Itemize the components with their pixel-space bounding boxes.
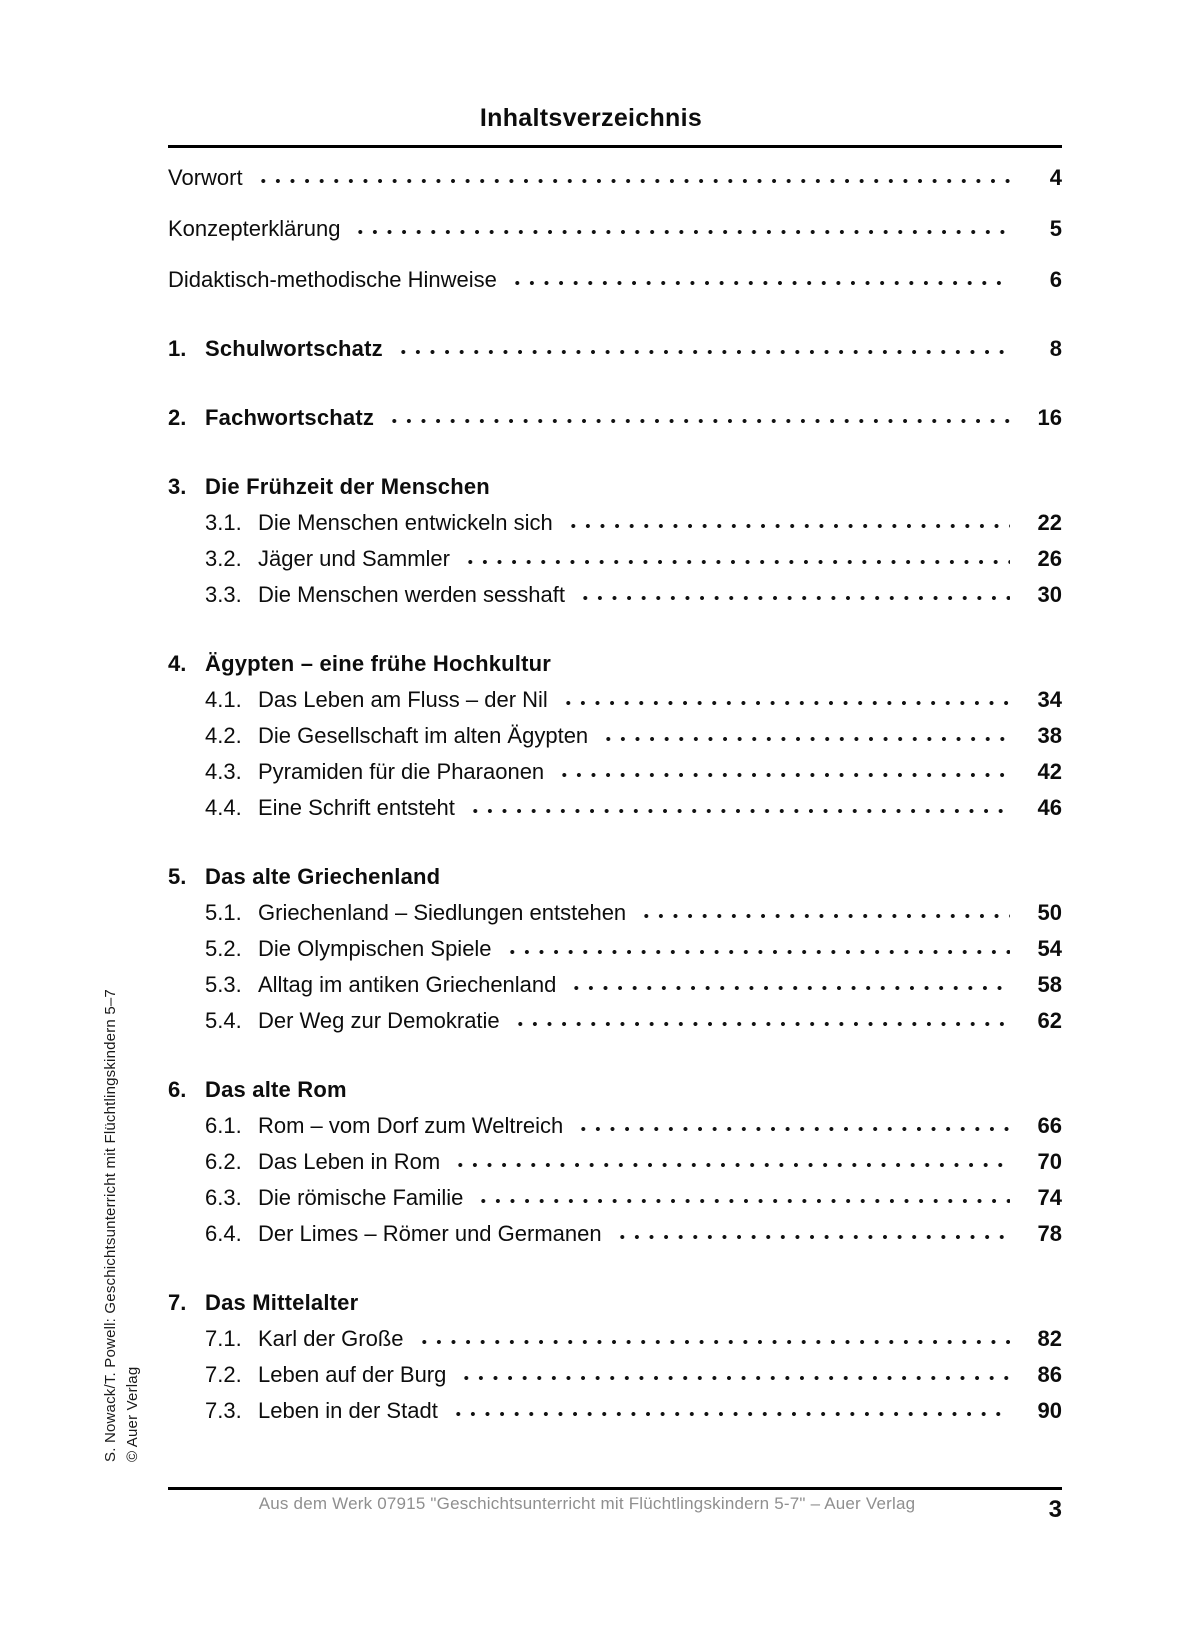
toc-section-page: 34: [1037, 687, 1062, 712]
toc-entry: [168, 160, 1062, 196]
toc-section-number: 6.4.: [205, 1221, 242, 1246]
toc-section-title: Die römische Familie: [258, 1185, 464, 1210]
toc-chapter-page: 8: [1049, 336, 1062, 361]
toc-section-number: 3.2.: [205, 546, 242, 571]
toc-section: [168, 505, 1062, 541]
toc-section-title: Eine Schrift entsteht: [258, 795, 455, 820]
toc-section-page: 90: [1037, 1398, 1062, 1423]
toc-chapter: [168, 1285, 1062, 1321]
toc-section-page: 38: [1037, 723, 1062, 748]
toc-section-number: 6.2.: [205, 1149, 242, 1174]
toc-section-title: Alltag im antiken Griechenland: [258, 972, 557, 997]
toc-chapter: [168, 469, 1062, 505]
toc-section-page: 42: [1037, 759, 1062, 784]
dot-leader: [500, 931, 1010, 967]
toc-section-page: 54: [1037, 936, 1062, 961]
toc-section-title: Leben auf der Burg: [258, 1362, 447, 1387]
toc-section-title: Karl der Große: [258, 1326, 404, 1351]
toc-section: [168, 895, 1062, 931]
toc-entry: [168, 262, 1062, 298]
toc-section-title: Griechenland – Siedlungen entstehen: [258, 900, 627, 925]
toc-section: [168, 1216, 1062, 1252]
toc-section-page: 78: [1037, 1221, 1062, 1246]
toc-entry-page: 4: [1049, 165, 1062, 190]
toc-chapter-number: 1.: [168, 336, 187, 361]
toc-section: [168, 1144, 1062, 1180]
table-of-contents: [168, 148, 1062, 1429]
toc-chapter: [168, 646, 1062, 682]
dot-leader: [446, 1393, 1010, 1429]
toc-section-title: Die Gesellschaft im alten Ägypten: [258, 723, 589, 748]
toc-chapter-title: Fachwortschatz: [205, 405, 375, 430]
toc-section-page: 66: [1037, 1113, 1062, 1138]
toc-section-number: 4.2.: [205, 723, 242, 748]
toc-section: [168, 1393, 1062, 1429]
toc-section-page: 26: [1037, 546, 1062, 571]
toc-section-title: Das Leben am Fluss – der Nil: [258, 687, 548, 712]
dot-leader: [505, 262, 1010, 298]
toc-section: [168, 1180, 1062, 1216]
dot-leader: [564, 967, 1010, 1003]
toc-section-number: 3.3.: [205, 582, 242, 607]
toc-section: [168, 1357, 1062, 1393]
footer-divider-rule: [168, 1487, 1062, 1490]
toc-section-title: Der Weg zur Demokratie: [258, 1008, 500, 1033]
toc-section-number: 7.3.: [205, 1398, 242, 1423]
toc-section-page: 82: [1037, 1326, 1062, 1351]
sidebar-credit-authors: S. Nowack/T. Powell: Geschichtsunterricht mit Flüchtlingskindern 5–7: [102, 989, 119, 1462]
toc-entry-page: 5: [1049, 216, 1062, 241]
footer-credit: Aus dem Werk 07915 "Geschichtsunterricht mit Flüchtlingskindern 5-7" – Auer Verlag: [258, 1494, 916, 1513]
toc-section-number: 4.4.: [205, 795, 242, 820]
toc-section-number: 4.1.: [205, 687, 242, 712]
toc-section-page: 74: [1037, 1185, 1062, 1210]
dot-leader: [391, 331, 1010, 367]
dot-leader: [458, 541, 1010, 577]
toc-chapter-title: Das alte Griechenland: [205, 864, 441, 889]
toc-chapter-page: 16: [1037, 405, 1062, 430]
toc-chapter-title: Das Mittelalter: [205, 1290, 359, 1315]
toc-section-title: Die Menschen werden sesshaft: [258, 582, 565, 607]
toc-section: [168, 718, 1062, 754]
toc-section-page: 58: [1037, 972, 1062, 997]
dot-leader: [448, 1144, 1010, 1180]
toc-chapter-number: 4.: [168, 651, 187, 676]
dot-leader: [573, 577, 1010, 613]
toc-chapter: [168, 1072, 1062, 1108]
toc-section: [168, 931, 1062, 967]
toc-chapter-number: 3.: [168, 474, 187, 499]
dot-leader: [382, 400, 1010, 436]
dot-leader: [508, 1003, 1010, 1039]
toc-section-number: 6.3.: [205, 1185, 242, 1210]
toc-entry: [168, 211, 1062, 247]
toc-chapter-number: 6.: [168, 1077, 187, 1102]
toc-section-number: 5.4.: [205, 1008, 242, 1033]
sidebar-credit: [100, 989, 144, 1462]
toc-chapter-number: 7.: [168, 1290, 187, 1315]
toc-chapter-title: Die Frühzeit der Menschen: [205, 474, 490, 499]
toc-section: [168, 1108, 1062, 1144]
toc-section-title: Rom – vom Dorf zum Weltreich: [258, 1113, 564, 1138]
toc-chapter: [168, 859, 1062, 895]
toc-section-page: 46: [1037, 795, 1062, 820]
toc-section-title: Das Leben in Rom: [258, 1149, 441, 1174]
dot-leader: [412, 1321, 1011, 1357]
toc-section: [168, 682, 1062, 718]
page-number: 3: [1048, 1496, 1062, 1523]
toc-section-title: Der Limes – Römer und Germanen: [258, 1221, 602, 1246]
toc-entry-label: Konzepterklärung: [168, 216, 341, 241]
toc-section-number: 7.2.: [205, 1362, 242, 1387]
toc-section-page: 86: [1037, 1362, 1062, 1387]
toc-section-page: 50: [1037, 900, 1062, 925]
toc-section: [168, 577, 1062, 613]
toc-chapter-number: 2.: [168, 405, 187, 430]
toc-chapter-title: Ägypten – eine frühe Hochkultur: [205, 651, 552, 676]
toc-section-number: 5.3.: [205, 972, 242, 997]
dot-leader: [463, 790, 1010, 826]
dot-leader: [552, 754, 1010, 790]
toc-section: [168, 1003, 1062, 1039]
toc-section-page: 30: [1037, 582, 1062, 607]
dot-leader: [471, 1180, 1010, 1216]
toc-section: [168, 1321, 1062, 1357]
toc-section: [168, 967, 1062, 1003]
toc-section-title: Jäger und Sammler: [258, 546, 450, 571]
dot-leader: [571, 1108, 1010, 1144]
toc-chapter-number: 5.: [168, 864, 187, 889]
toc-section: [168, 541, 1062, 577]
toc-chapter: [168, 400, 1062, 436]
toc-section: [168, 754, 1062, 790]
page-title: Inhaltsverzeichnis: [479, 104, 703, 132]
toc-section-number: 3.1.: [205, 510, 242, 535]
toc-section-number: 4.3.: [205, 759, 242, 784]
toc-section-title: Die Menschen entwickeln sich: [258, 510, 553, 535]
toc-section-page: 70: [1037, 1149, 1062, 1174]
toc-section-page: 22: [1037, 510, 1062, 535]
toc-section: [168, 790, 1062, 826]
toc-section-title: Pyramiden für die Pharaonen: [258, 759, 545, 784]
toc-entry-label: Vorwort: [168, 165, 243, 190]
toc-section-number: 5.2.: [205, 936, 242, 961]
dot-leader: [634, 895, 1010, 931]
toc-entry-label: Didaktisch-methodische Hinweise: [168, 267, 497, 292]
toc-section-title: Die Olympischen Spiele: [258, 936, 492, 961]
toc-section-page: 62: [1037, 1008, 1062, 1033]
dot-leader: [556, 682, 1010, 718]
toc-chapter: [168, 331, 1062, 367]
dot-leader: [348, 211, 1010, 247]
toc-section-number: 5.1.: [205, 900, 242, 925]
toc-section-number: 6.1.: [205, 1113, 242, 1138]
dot-leader: [561, 505, 1010, 541]
toc-section-title: Leben in der Stadt: [258, 1398, 438, 1423]
toc-section-number: 7.1.: [205, 1326, 242, 1351]
toc-chapter-title: Das alte Rom: [205, 1077, 347, 1102]
dot-leader: [251, 160, 1010, 196]
dot-leader: [596, 718, 1010, 754]
dot-leader: [610, 1216, 1010, 1252]
toc-entry-page: 6: [1049, 267, 1062, 292]
sidebar-credit-copyright: © Auer Verlag: [124, 1366, 141, 1462]
toc-chapter-title: Schulwortschatz: [205, 336, 383, 361]
dot-leader: [454, 1357, 1010, 1393]
